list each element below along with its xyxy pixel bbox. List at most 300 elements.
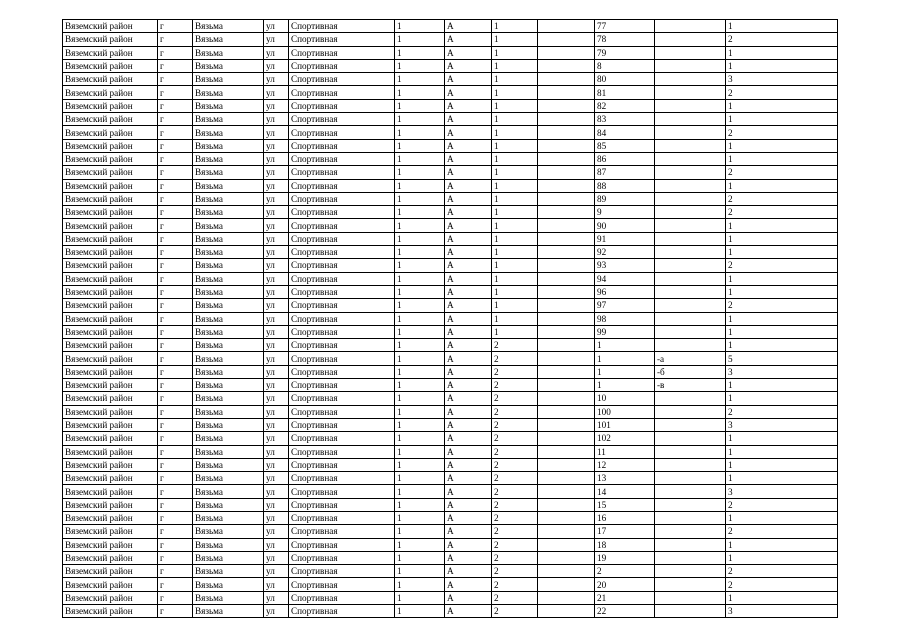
cell-col-6: 1 [395,33,445,46]
cell-district: Вяземский район [63,285,158,298]
cell-district: Вяземский район [63,86,158,99]
cell-col-9 [538,152,595,165]
cell-street-type: ул [264,538,289,551]
table-row [63,259,838,272]
cell-col-6: 1 [395,365,445,378]
cell-col-6: 1 [395,99,445,112]
cell-district: Вяземский район [63,73,158,86]
cell-settlement-type: г [158,59,193,72]
cell-city: Вязьма [193,498,264,511]
table-row [63,33,838,46]
cell-col-9 [538,418,595,431]
cell-count: 1 [726,59,838,72]
cell-house-suffix [655,498,726,511]
cell-count: 1 [726,312,838,325]
cell-street-type: ул [264,152,289,165]
cell-col-6: 1 [395,59,445,72]
cell-street-type: ул [264,73,289,86]
cell-house-suffix [655,59,726,72]
cell-street-type: ул [264,219,289,232]
cell-settlement-type: г [158,139,193,152]
cell-house-suffix [655,405,726,418]
cell-district: Вяземский район [63,139,158,152]
cell-house-suffix [655,33,726,46]
table-row [63,498,838,511]
cell-settlement-type: г [158,511,193,524]
cell-street-type: ул [264,551,289,564]
cell-district: Вяземский район [63,538,158,551]
cell-col-7: А [445,152,492,165]
cell-city: Вязьма [193,113,264,126]
cell-count: 3 [726,485,838,498]
cell-city: Вязьма [193,418,264,431]
cell-col-9 [538,139,595,152]
cell-col-9 [538,126,595,139]
cell-col-7: А [445,219,492,232]
cell-district: Вяземский район [63,405,158,418]
table-row [63,113,838,126]
cell-house-suffix [655,511,726,524]
cell-house-number: 9 [595,206,655,219]
cell-street-type: ул [264,565,289,578]
cell-col-9 [538,525,595,538]
cell-col-7: А [445,285,492,298]
cell-street: Спортивная [289,525,395,538]
table-row [63,605,838,618]
cell-col-7: А [445,179,492,192]
cell-col-9 [538,498,595,511]
cell-col-6: 1 [395,418,445,431]
cell-street-type: ул [264,392,289,405]
table-row [63,86,838,99]
cell-city: Вязьма [193,73,264,86]
cell-street: Спортивная [289,259,395,272]
cell-street: Спортивная [289,565,395,578]
cell-house-suffix [655,525,726,538]
cell-city: Вязьма [193,179,264,192]
cell-count: 1 [726,179,838,192]
cell-street: Спортивная [289,86,395,99]
cell-house-number: 88 [595,179,655,192]
cell-count: 3 [726,73,838,86]
cell-street: Спортивная [289,59,395,72]
cell-house-number: 98 [595,312,655,325]
cell-col-6: 1 [395,591,445,604]
cell-col-7: А [445,578,492,591]
cell-col-6: 1 [395,232,445,245]
cell-city: Вязьма [193,538,264,551]
cell-district: Вяземский район [63,59,158,72]
table-body [63,20,838,618]
cell-col-7: А [445,246,492,259]
cell-house-number: 12 [595,458,655,471]
cell-street: Спортивная [289,352,395,365]
cell-count: 1 [726,272,838,285]
cell-house-number: 87 [595,166,655,179]
cell-street-type: ул [264,325,289,338]
cell-city: Вязьма [193,472,264,485]
table-row [63,325,838,338]
cell-col-9 [538,272,595,285]
table-row [63,46,838,59]
cell-house-suffix [655,458,726,471]
cell-settlement-type: г [158,299,193,312]
cell-col-7: А [445,33,492,46]
cell-house-number: 92 [595,246,655,259]
cell-settlement-type: г [158,418,193,431]
cell-house-suffix: -б [655,365,726,378]
cell-street-type: ул [264,432,289,445]
cell-col-6: 1 [395,20,445,33]
cell-district: Вяземский район [63,551,158,564]
cell-col-8: 2 [492,538,538,551]
cell-col-9 [538,219,595,232]
cell-settlement-type: г [158,551,193,564]
cell-settlement-type: г [158,285,193,298]
cell-col-7: А [445,445,492,458]
cell-house-number: 22 [595,605,655,618]
cell-house-suffix [655,485,726,498]
cell-district: Вяземский район [63,578,158,591]
cell-city: Вязьма [193,299,264,312]
cell-col-7: А [445,99,492,112]
cell-street-type: ул [264,59,289,72]
cell-district: Вяземский район [63,166,158,179]
cell-col-7: А [445,365,492,378]
cell-settlement-type: г [158,538,193,551]
cell-district: Вяземский район [63,192,158,205]
cell-house-suffix: -а [655,352,726,365]
cell-settlement-type: г [158,259,193,272]
cell-house-suffix [655,139,726,152]
cell-house-number: 78 [595,33,655,46]
cell-city: Вязьма [193,525,264,538]
table-row [63,272,838,285]
cell-house-number: 13 [595,472,655,485]
cell-col-6: 1 [395,498,445,511]
cell-street: Спортивная [289,179,395,192]
cell-district: Вяземский район [63,312,158,325]
cell-district: Вяземский район [63,379,158,392]
cell-street: Спортивная [289,458,395,471]
cell-street: Спортивная [289,551,395,564]
table-row [63,458,838,471]
cell-city: Вязьма [193,392,264,405]
table-row [63,139,838,152]
cell-house-suffix [655,179,726,192]
cell-col-7: А [445,259,492,272]
cell-settlement-type: г [158,565,193,578]
cell-street-type: ул [264,591,289,604]
cell-city: Вязьма [193,445,264,458]
cell-col-9 [538,33,595,46]
cell-col-9 [538,432,595,445]
cell-col-6: 1 [395,432,445,445]
cell-street-type: ул [264,578,289,591]
cell-house-suffix [655,591,726,604]
cell-col-6: 1 [395,538,445,551]
cell-city: Вязьма [193,565,264,578]
cell-settlement-type: г [158,379,193,392]
cell-city: Вязьма [193,312,264,325]
cell-col-6: 1 [395,392,445,405]
table-row [63,578,838,591]
cell-count: 3 [726,605,838,618]
cell-city: Вязьма [193,405,264,418]
table-row [63,511,838,524]
cell-col-8: 2 [492,365,538,378]
cell-house-number: 97 [595,299,655,312]
table-row [63,206,838,219]
cell-col-9 [538,325,595,338]
cell-house-number: 94 [595,272,655,285]
cell-count: 1 [726,511,838,524]
cell-city: Вязьма [193,33,264,46]
cell-city: Вязьма [193,578,264,591]
cell-house-number: 96 [595,285,655,298]
cell-col-9 [538,86,595,99]
data-table [62,19,838,618]
table-row [63,432,838,445]
cell-street: Спортивная [289,232,395,245]
cell-col-7: А [445,312,492,325]
cell-city: Вязьма [193,99,264,112]
cell-house-suffix [655,392,726,405]
cell-settlement-type: г [158,458,193,471]
cell-street-type: ул [264,472,289,485]
cell-street-type: ул [264,498,289,511]
cell-col-6: 1 [395,179,445,192]
cell-street: Спортивная [289,299,395,312]
cell-street-type: ул [264,259,289,272]
cell-col-8: 2 [492,551,538,564]
cell-district: Вяземский район [63,99,158,112]
cell-district: Вяземский район [63,339,158,352]
cell-house-number: 91 [595,232,655,245]
cell-count: 1 [726,392,838,405]
cell-house-number: 100 [595,405,655,418]
table-row [63,59,838,72]
cell-col-6: 1 [395,73,445,86]
cell-district: Вяземский район [63,472,158,485]
cell-col-7: А [445,511,492,524]
cell-house-number: 20 [595,578,655,591]
cell-col-7: А [445,432,492,445]
cell-street: Спортивная [289,246,395,259]
cell-street-type: ул [264,445,289,458]
cell-col-8: 2 [492,352,538,365]
cell-street: Спортивная [289,126,395,139]
table-row [63,246,838,259]
table-row [63,418,838,431]
table-row [63,192,838,205]
cell-settlement-type: г [158,232,193,245]
cell-district: Вяземский район [63,46,158,59]
cell-house-suffix [655,219,726,232]
cell-house-suffix [655,166,726,179]
cell-district: Вяземский район [63,206,158,219]
cell-district: Вяземский район [63,365,158,378]
cell-col-6: 1 [395,325,445,338]
cell-count: 1 [726,139,838,152]
cell-settlement-type: г [158,272,193,285]
cell-col-7: А [445,272,492,285]
cell-col-7: А [445,565,492,578]
cell-street: Спортивная [289,99,395,112]
cell-col-9 [538,166,595,179]
cell-col-6: 1 [395,285,445,298]
cell-house-number: 89 [595,192,655,205]
cell-col-6: 1 [395,113,445,126]
cell-street: Спортивная [289,206,395,219]
cell-street-type: ул [264,139,289,152]
cell-col-6: 1 [395,259,445,272]
cell-col-6: 1 [395,192,445,205]
cell-city: Вязьма [193,605,264,618]
cell-house-suffix [655,272,726,285]
cell-col-7: А [445,352,492,365]
cell-col-9 [538,565,595,578]
cell-street-type: ул [264,458,289,471]
cell-district: Вяземский район [63,498,158,511]
cell-house-number: 16 [595,511,655,524]
cell-col-8: 1 [492,59,538,72]
cell-col-9 [538,458,595,471]
table-row [63,405,838,418]
cell-city: Вязьма [193,458,264,471]
cell-house-suffix [655,538,726,551]
cell-district: Вяземский район [63,33,158,46]
cell-city: Вязьма [193,192,264,205]
cell-settlement-type: г [158,246,193,259]
cell-street: Спортивная [289,192,395,205]
cell-city: Вязьма [193,432,264,445]
cell-settlement-type: г [158,192,193,205]
cell-col-7: А [445,20,492,33]
cell-col-8: 1 [492,259,538,272]
cell-col-8: 2 [492,578,538,591]
cell-col-6: 1 [395,86,445,99]
cell-street: Спортивная [289,472,395,485]
cell-col-8: 1 [492,139,538,152]
cell-col-8: 2 [492,605,538,618]
cell-settlement-type: г [158,33,193,46]
cell-settlement-type: г [158,498,193,511]
cell-col-8: 2 [492,525,538,538]
cell-city: Вязьма [193,551,264,564]
cell-settlement-type: г [158,591,193,604]
cell-street-type: ул [264,206,289,219]
cell-district: Вяземский район [63,511,158,524]
cell-col-7: А [445,46,492,59]
cell-house-number: 81 [595,86,655,99]
cell-col-9 [538,113,595,126]
cell-col-8: 1 [492,33,538,46]
cell-col-9 [538,379,595,392]
cell-col-6: 1 [395,152,445,165]
cell-district: Вяземский район [63,458,158,471]
table-row [63,591,838,604]
cell-count: 1 [726,99,838,112]
cell-col-6: 1 [395,272,445,285]
cell-col-8: 1 [492,166,538,179]
cell-street-type: ул [264,511,289,524]
cell-city: Вязьма [193,285,264,298]
cell-col-9 [538,339,595,352]
cell-settlement-type: г [158,113,193,126]
cell-house-number: 2 [595,565,655,578]
cell-house-suffix [655,445,726,458]
cell-street: Спортивная [289,20,395,33]
cell-house-suffix [655,565,726,578]
cell-col-8: 1 [492,73,538,86]
cell-street-type: ул [264,232,289,245]
cell-col-7: А [445,498,492,511]
table-row [63,525,838,538]
cell-street: Спортивная [289,432,395,445]
table-row [63,126,838,139]
cell-count: 1 [726,551,838,564]
cell-district: Вяземский район [63,126,158,139]
cell-col-8: 1 [492,219,538,232]
cell-street-type: ул [264,46,289,59]
cell-col-9 [538,538,595,551]
cell-house-suffix [655,432,726,445]
cell-col-7: А [445,472,492,485]
cell-district: Вяземский район [63,445,158,458]
cell-street: Спортивная [289,605,395,618]
cell-col-9 [538,206,595,219]
cell-house-suffix [655,192,726,205]
cell-settlement-type: г [158,20,193,33]
cell-col-9 [538,46,595,59]
cell-house-suffix [655,339,726,352]
table-row [63,392,838,405]
cell-house-number: 101 [595,418,655,431]
cell-count: 1 [726,458,838,471]
cell-city: Вязьма [193,126,264,139]
cell-col-6: 1 [395,405,445,418]
cell-house-suffix [655,152,726,165]
cell-settlement-type: г [158,472,193,485]
cell-house-number: 10 [595,392,655,405]
cell-count: 2 [726,498,838,511]
cell-col-7: А [445,232,492,245]
cell-street-type: ул [264,272,289,285]
cell-count: 3 [726,365,838,378]
cell-street: Спортивная [289,152,395,165]
table-row [63,352,838,365]
cell-count: 2 [726,259,838,272]
cell-col-9 [538,59,595,72]
cell-col-7: А [445,126,492,139]
cell-city: Вязьма [193,206,264,219]
cell-count: 2 [726,405,838,418]
cell-col-8: 1 [492,325,538,338]
table-row [63,365,838,378]
cell-house-number: 80 [595,73,655,86]
cell-street: Спортивная [289,365,395,378]
cell-col-9 [538,511,595,524]
cell-street-type: ул [264,246,289,259]
cell-col-7: А [445,166,492,179]
cell-col-8: 2 [492,392,538,405]
cell-count: 1 [726,379,838,392]
cell-col-7: А [445,325,492,338]
cell-count: 1 [726,445,838,458]
cell-col-9 [538,246,595,259]
cell-city: Вязьма [193,272,264,285]
